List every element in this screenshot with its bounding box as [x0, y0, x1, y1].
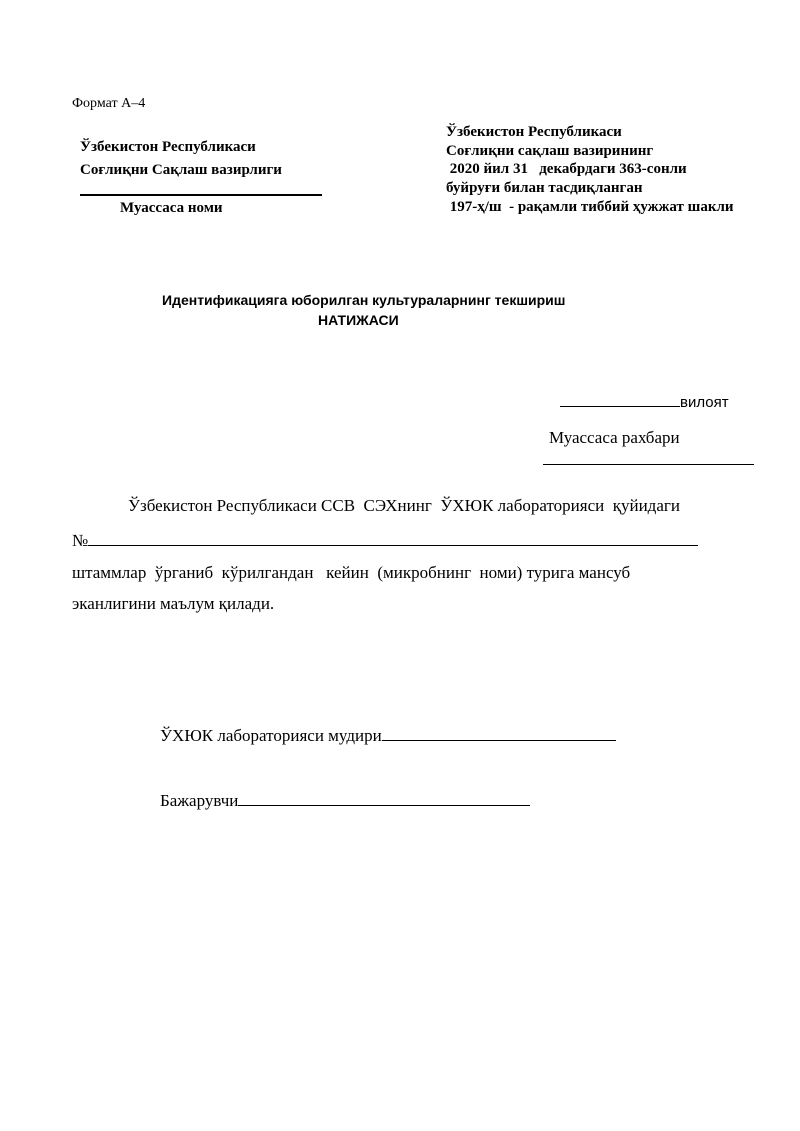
left-header-line2: Соғлиқни Сақлаш вазирлиги: [80, 162, 282, 178]
body-number-line: [72, 528, 698, 551]
body-line1: Ўзбекистон Республикаси ССВ СЭХнинг ЎХЮК лабораторияси қуйидаги: [128, 496, 680, 515]
executor-blank: [238, 788, 530, 806]
institution-name-caption: Муассаса номи: [120, 200, 223, 216]
executor-label: Бажарувчи: [160, 791, 239, 810]
head-signature-line: [543, 449, 754, 465]
strain-number-blank: [88, 528, 698, 546]
region-field: [560, 391, 729, 411]
number-sign: №: [72, 531, 89, 550]
right-header-line2: Соғлиқни сақлаш вазирининг: [446, 143, 654, 159]
region-label: вилоят: [680, 394, 729, 411]
document-title: Идентификацияга юборилган культураларнинг текшириш: [162, 292, 566, 308]
lab-head-label: ЎХЮК лабораторияси мудири: [160, 726, 382, 745]
left-header-line1: Ўзбекистон Республикаси: [80, 139, 256, 155]
right-header-line1: Ўзбекистон Республикаси: [446, 124, 622, 140]
right-header-line4: буйруғи билан тасдиқланган: [446, 180, 643, 196]
institution-name-line: [80, 178, 322, 196]
executor-signature: [160, 788, 530, 811]
format-label: Формат А–4: [72, 96, 146, 111]
right-header-line5: 197-ҳ/ш - рақамли тиббий ҳужжат шакли: [446, 199, 734, 215]
body-line3: штаммлар ўрганиб кўрилгандан кейин (микробнинг номи) турига мансуб: [72, 563, 631, 582]
lab-head-signature: [160, 723, 616, 746]
head-label: Муассаса рахбари: [549, 428, 680, 447]
lab-head-blank: [382, 723, 616, 741]
region-blank: [560, 391, 680, 407]
right-header-line3: 2020 йил 31 декабрдаги 363-сонли: [446, 161, 687, 177]
body-line4: эканлигини маълум қилади.: [72, 594, 275, 613]
document-title-result: НАТИЖАСИ: [318, 312, 399, 328]
